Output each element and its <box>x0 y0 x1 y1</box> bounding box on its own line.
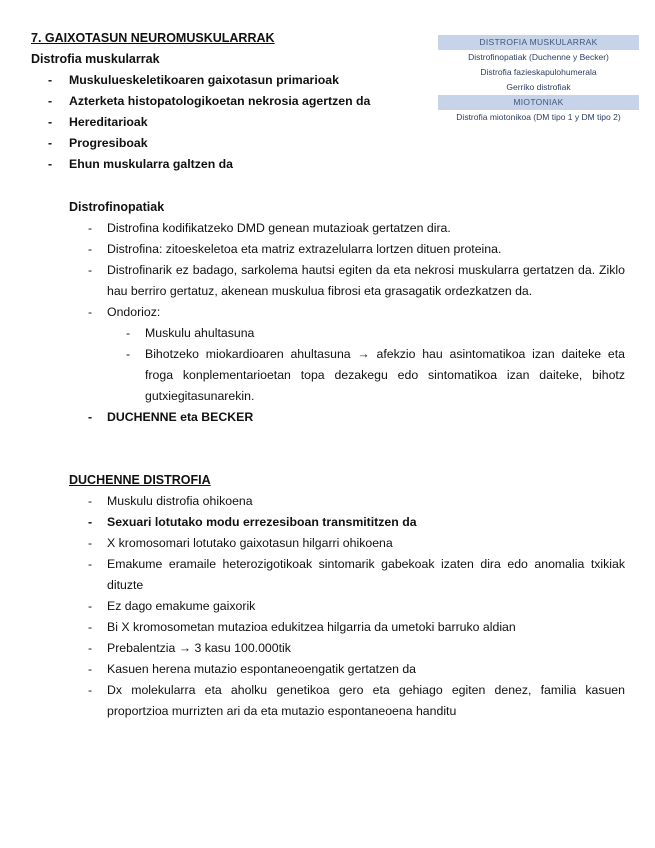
list-item: - Kasuen herena mutazio espontaneoengatik gertatzen da <box>88 662 417 676</box>
list-item: - Distrofinarik ez badago, sarkolema hautsi egiten da eta nekrosi muskularra gertatzen da. Ziklo hau berriro gertatuz, akenean muskulua fibrosi eta grasagatik ordezkatzen da. <box>88 263 625 298</box>
table-header-myotonias: MIOTONIAK <box>438 95 639 110</box>
table-row: Distrofia miotonikoa (DM tipo 1 y DM tipo 2) <box>438 110 639 125</box>
list-item: - DUCHENNE eta BECKER <box>88 410 254 424</box>
dystrophinopathies-list <box>88 218 625 428</box>
list-item: - Emakume eramaile heterozigotikoak sintomarik gabekoak izaten dira edo anomalia txikiak dituzte <box>88 557 625 592</box>
duchenne-list <box>88 491 625 722</box>
list-item: - X kromosomari lotutako gaixotasun hilgarri ohikoena <box>88 536 393 550</box>
table-row: Distrofia fazieskapulohumerala <box>438 65 639 80</box>
list-item: - Prebalentzia → 3 kasu 100.000tik <box>88 641 291 655</box>
list-item: - Ez dago emakume gaixorik <box>88 599 256 613</box>
table-header-dystrophies: DISTROFIA MUSKULARRAK <box>438 35 639 50</box>
intro-list <box>48 70 428 175</box>
list-item: - Progresiboak <box>48 136 148 150</box>
list-item: - Distrofina kodifikatzeko DMD genean mutazioak gertatzen dira. <box>88 221 451 235</box>
list-item: - Distrofina: zitoeskeletoa eta matriz extrazelularra lortzen dituen proteina. <box>88 242 502 256</box>
list-item: - Bi X kromosometan mutazioa edukitzea hilgarria da umetoki barruko aldian <box>88 620 516 634</box>
duchenne-title: DUCHENNE DISTROFIA <box>69 473 211 487</box>
list-item: - Muskulu distrofia ohikoena <box>88 494 253 508</box>
consequences-list <box>126 323 625 407</box>
dystrophinopathies-title: Distrofinopatiak <box>69 200 165 214</box>
table-row: Gerriko distrofiak <box>438 80 639 95</box>
table-row: Distrofinopatiak (Duchenne y Becker) <box>438 50 639 65</box>
list-item: - Sexuari lotutako modu errezesiboan transmititzen da <box>88 515 417 529</box>
list-item: - Azterketa histopatologikoetan nekrosia agertzen da <box>48 94 371 108</box>
list-item: - Muskulueskeletikoaren gaixotasun primarioak <box>48 73 339 87</box>
list-item: - Ehun muskularra galtzen da <box>48 157 233 171</box>
list-item: - Hereditarioak <box>48 115 148 129</box>
list-item: - Dx molekularra eta aholku genetikoa gero eta gehiago egiten denez, familia kasuen proportzioa murrizten ari da eta mutazio espontaneoena handitu <box>88 683 625 718</box>
list-item: - Bihotzeko miokardioaren ahultasuna → afekzio hau asintomatikoa izan daiteke eta froga konplementarioetan topa dezakegu edo sintomatikoa izan daiteke, bihotz gutxiegitasunarekin. <box>126 347 625 403</box>
list-item: - Muskulu ahultasuna <box>126 326 255 340</box>
classification-table <box>438 35 639 125</box>
section-heading: 7. GAIXOTASUN NEUROMUSKULARRAK <box>31 31 275 45</box>
subsection-title: Distrofia muskularrak <box>31 52 160 66</box>
list-item: - Ondorioz: - Muskulu ahultasuna - Bihotzeko miokardioaren ahultasuna → afekzio hau asintomatikoa izan daiteke eta froga konplementarioetan topa dezakegu edo sintomatikoa izan daiteke, bihotz gutxiegitasunarekin. <box>88 302 625 407</box>
